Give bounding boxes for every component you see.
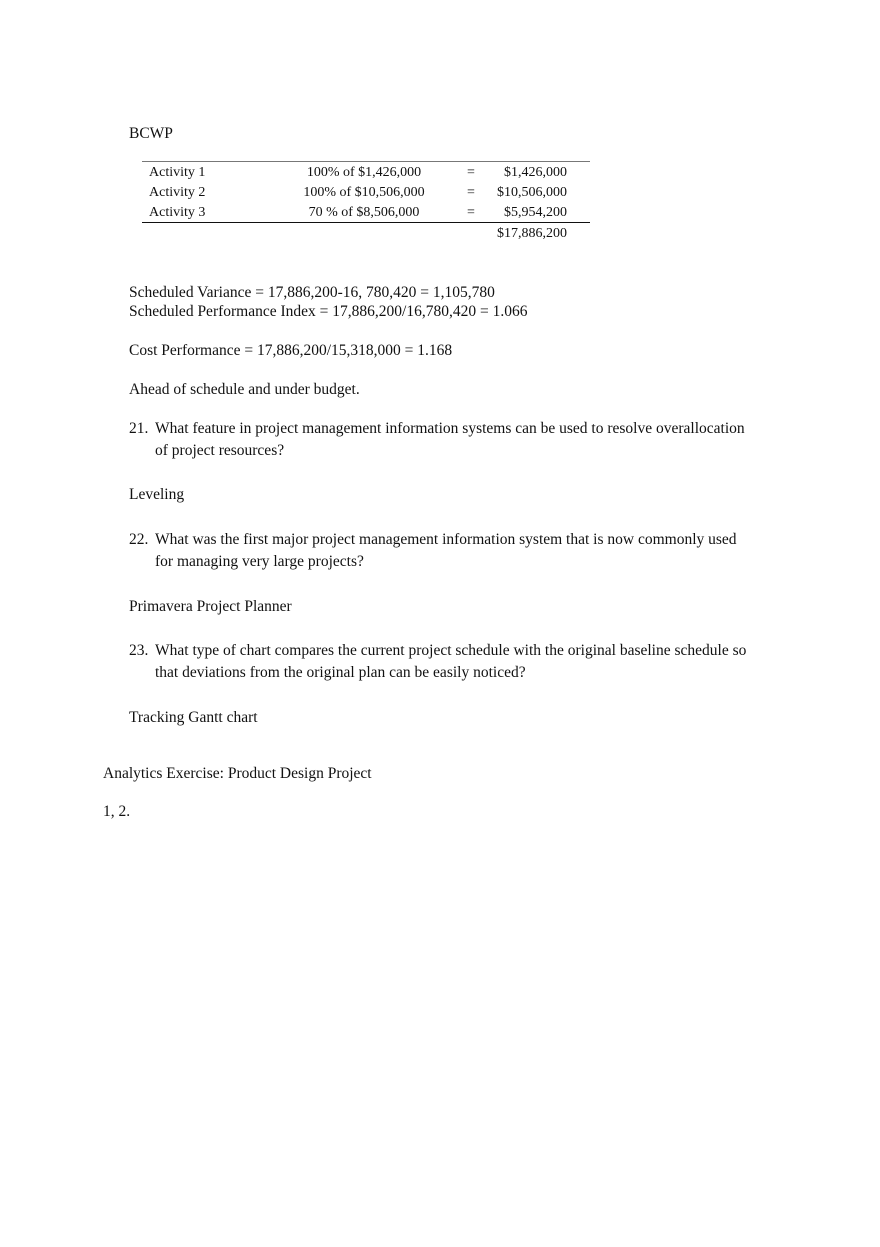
question-text: What was the first major project management information system that is now commonly used [155,531,737,548]
equals-sign: = [467,205,475,220]
question-number: 21. [129,420,149,437]
table-row [142,163,590,183]
bcwp-table [142,161,590,243]
table-row [142,183,590,203]
activity-calc: 100% of $1,426,000 [306,165,422,180]
answer-text: Primavera Project Planner [129,598,292,615]
bcwp-heading: BCWP [129,125,173,142]
table-top-rule [142,161,590,162]
question-number: 23. [129,642,149,659]
activity-value: $1,426,000 [504,165,567,180]
equals-sign: = [467,185,475,200]
equals-sign: = [467,165,475,180]
answer-text: Tracking Gantt chart [129,709,258,726]
question-text: What type of chart compares the current project schedule with the original baseline schedule so [155,642,747,659]
question-text: that deviations from the original plan can be easily noticed? [155,664,526,681]
answer-text: Leveling [129,486,185,503]
activity-label: Activity 1 [149,165,206,180]
question-text: for managing very large projects? [155,553,364,570]
exercise-items: 1, 2. [103,803,131,820]
activity-label: Activity 3 [149,205,206,220]
scheduled-variance: Scheduled Variance = 17,886,200-16, 780,420 = 1,105,780 [129,284,495,301]
question-number: 22. [129,531,149,548]
conclusion: Ahead of schedule and under budget. [129,381,360,398]
table-row [142,203,590,223]
activity-calc: 70 % of $8,506,000 [308,205,420,220]
scheduled-performance-index: Scheduled Performance Index = 17,886,200/16,780,420 = 1.066 [129,303,528,320]
cost-performance: Cost Performance = 17,886,200/15,318,000 = 1.168 [129,342,453,359]
question-text: What feature in project management information systems can be used to resolve overallocation [155,420,745,437]
bcwp-total: $17,886,200 [497,226,567,241]
activity-value: $10,506,000 [497,185,567,200]
exercise-title: Analytics Exercise: Product Design Project [103,765,372,782]
activity-label: Activity 2 [149,185,206,200]
table-bottom-rule [142,222,590,223]
question-text: of project resources? [155,442,285,459]
activity-value: $5,954,200 [504,205,567,220]
activity-calc: 100% of $10,506,000 [303,185,425,200]
